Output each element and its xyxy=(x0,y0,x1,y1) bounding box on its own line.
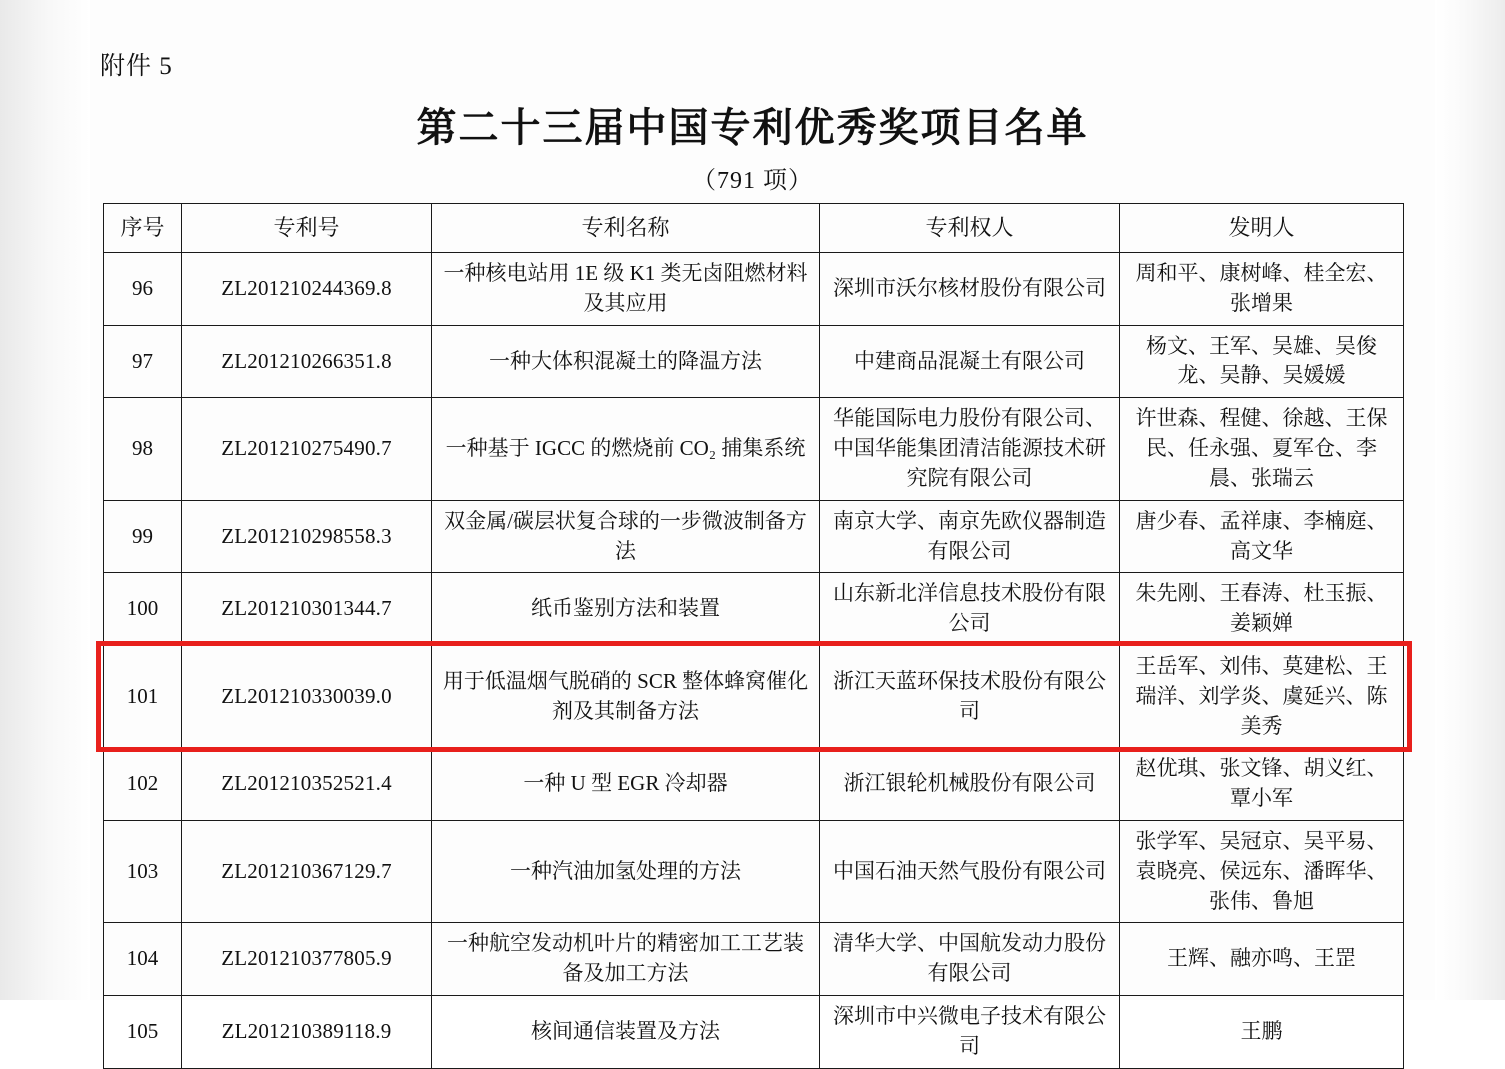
cell-name: 一种 U 型 EGR 冷却器 xyxy=(432,748,820,821)
table-row xyxy=(104,748,1404,821)
cell-name: 一种航空发动机叶片的精密加工工艺装备及加工方法 xyxy=(432,923,820,996)
cell-name: 一种大体积混凝土的降温方法 xyxy=(432,325,820,398)
cell-owner: 山东新北洋信息技术股份有限公司 xyxy=(820,573,1120,646)
column-header-patent-no: 专利号 xyxy=(182,204,432,253)
patent-list-table xyxy=(103,203,1404,1069)
column-header-owner: 专利权人 xyxy=(820,204,1120,253)
cell-owner: 浙江银轮机械股份有限公司 xyxy=(820,748,1120,821)
cell-patent-no: ZL201210330039.0 xyxy=(182,645,432,747)
table-row xyxy=(104,996,1404,1069)
cell-no: 102 xyxy=(104,748,182,821)
cell-name: 纸币鉴别方法和装置 xyxy=(432,573,820,646)
cell-patent-no: ZL201210377805.9 xyxy=(182,923,432,996)
cell-inventors: 王岳军、刘伟、莫建松、王瑞洋、刘学炎、虞延兴、陈美秀 xyxy=(1120,645,1404,747)
table-row-highlighted xyxy=(104,645,1404,747)
cell-name: 一种基于 IGCC 的燃烧前 CO₂ 捕集系统 xyxy=(432,398,820,500)
cell-inventors: 唐少春、孟祥康、李楠庭、高文华 xyxy=(1120,500,1404,573)
cell-inventors: 王辉、融亦鸣、王罡 xyxy=(1120,923,1404,996)
cell-name: 核间通信装置及方法 xyxy=(432,996,820,1069)
cell-owner: 中建商品混凝土有限公司 xyxy=(820,325,1120,398)
table-row xyxy=(104,325,1404,398)
cell-inventors: 王鹏 xyxy=(1120,996,1404,1069)
cell-no: 96 xyxy=(104,253,182,326)
cell-owner: 浙江天蓝环保技术股份有限公司 xyxy=(820,645,1120,747)
cell-patent-no: ZL201210352521.4 xyxy=(182,748,432,821)
cell-inventors: 周和平、康树峰、桂全宏、张增果 xyxy=(1120,253,1404,326)
cell-patent-no: ZL201210389118.9 xyxy=(182,996,432,1069)
cell-owner: 清华大学、中国航发动力股份有限公司 xyxy=(820,923,1120,996)
cell-no: 99 xyxy=(104,500,182,573)
page-subtitle: （791 项） xyxy=(692,168,813,194)
cell-patent-no: ZL201210266351.8 xyxy=(182,325,432,398)
cell-owner: 南京大学、南京先欧仪器制造有限公司 xyxy=(820,500,1120,573)
table-row xyxy=(104,923,1404,996)
column-header-no: 序号 xyxy=(104,204,182,253)
cell-name: 双金属/碳层状复合球的一步微波制备方法 xyxy=(432,500,820,573)
cell-owner: 中国石油天然气股份有限公司 xyxy=(820,821,1120,923)
cell-inventors: 杨文、王军、吴雄、吴俊龙、吴静、吴媛媛 xyxy=(1120,325,1404,398)
cell-patent-no: ZL201210275490.7 xyxy=(182,398,432,500)
table-row xyxy=(104,821,1404,923)
cell-no: 105 xyxy=(104,996,182,1069)
column-header-name: 专利名称 xyxy=(432,204,820,253)
cell-name: 用于低温烟气脱硝的 SCR 整体蜂窝催化剂及其制备方法 xyxy=(432,645,820,747)
table-header-row xyxy=(104,204,1404,253)
cell-inventors: 赵优琪、张文锋、胡义红、覃小军 xyxy=(1120,748,1404,821)
attachment-label: 附件 5 xyxy=(100,53,173,80)
cell-inventors: 张学军、吴冠京、吴平易、袁晓亮、侯远东、潘晖华、张伟、鲁旭 xyxy=(1120,821,1404,923)
cell-no: 100 xyxy=(104,573,182,646)
table-row xyxy=(104,398,1404,500)
table-row xyxy=(104,253,1404,326)
cell-patent-no: ZL201210244369.8 xyxy=(182,253,432,326)
cell-inventors: 朱先刚、王春涛、杜玉振、姜颖婵 xyxy=(1120,573,1404,646)
cell-inventors: 许世森、程健、徐越、王保民、任永强、夏军仓、李晨、张瑞云 xyxy=(1120,398,1404,500)
column-header-inventors: 发明人 xyxy=(1120,204,1404,253)
cell-owner: 深圳市中兴微电子技术有限公司 xyxy=(820,996,1120,1069)
cell-owner: 华能国际电力股份有限公司、中国华能集团清洁能源技术研究院有限公司 xyxy=(820,398,1120,500)
cell-name: 一种汽油加氢处理的方法 xyxy=(432,821,820,923)
cell-owner: 深圳市沃尔核材股份有限公司 xyxy=(820,253,1120,326)
cell-patent-no: ZL201210301344.7 xyxy=(182,573,432,646)
cell-patent-no: ZL201210298558.3 xyxy=(182,500,432,573)
table-row xyxy=(104,573,1404,646)
cell-patent-no: ZL201210367129.7 xyxy=(182,821,432,923)
page-title: 第二十三届中国专利优秀奖项目名单 xyxy=(416,104,1089,151)
table-row xyxy=(104,500,1404,573)
cell-no: 104 xyxy=(104,923,182,996)
cell-no: 103 xyxy=(104,821,182,923)
cell-no: 97 xyxy=(104,325,182,398)
cell-name: 一种核电站用 1E 级 K1 类无卤阻燃材料及其应用 xyxy=(432,253,820,326)
cell-no: 98 xyxy=(104,398,182,500)
cell-no: 101 xyxy=(104,645,182,747)
